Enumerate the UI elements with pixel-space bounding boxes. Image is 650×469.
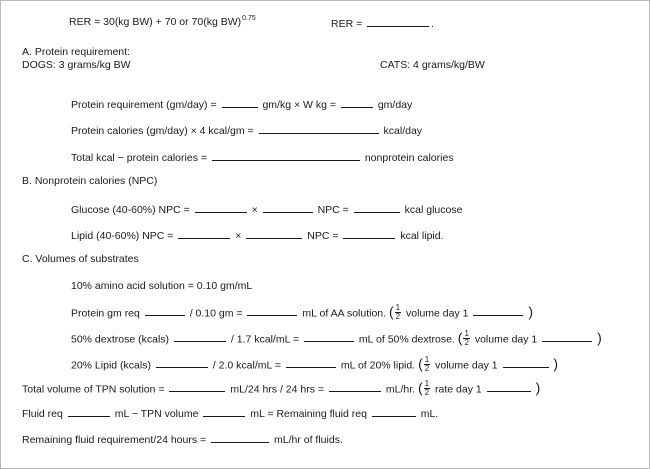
dextrose-ml-blank[interactable]	[304, 331, 354, 342]
protein-calories-line	[71, 123, 422, 138]
protein-heading: A. Protein requirement:	[22, 46, 130, 58]
aa-ml-blank[interactable]	[247, 305, 297, 316]
tpn-day1-blank[interactable]	[487, 381, 531, 392]
tpn-close-paren: )	[535, 379, 541, 396]
amino-acid-concentration: 10% amino acid solution = 0.10 gm/mL	[71, 280, 253, 292]
protein-cal-label: Protein calories (gm/day) × 4 kcal/gm =	[71, 125, 254, 137]
fluid-label: Fluid req	[22, 408, 63, 420]
nonprotein-blank[interactable]	[212, 150, 360, 161]
lipid-unit: kcal lipid.	[400, 230, 444, 242]
aa-half-volume-label: volume day 1	[406, 307, 469, 320]
total-kcal-unit: nonprotein calories	[364, 152, 454, 164]
aa-result: mL of AA solution.	[302, 307, 387, 320]
lipid-kcal-blank[interactable]	[156, 357, 208, 368]
half-fraction-aa	[395, 304, 401, 321]
protein-gm-label: Protein gm req	[71, 307, 140, 320]
tpn-half-rate-label: rate day 1	[435, 383, 482, 396]
protein-cal-blank[interactable]	[259, 123, 379, 134]
fluid-requirement-line	[22, 406, 438, 421]
rer-result-label: RER =	[331, 18, 363, 30]
lipid-div: / 2.0 kcal/mL =	[212, 359, 281, 372]
protein-cal-unit: kcal/day	[383, 125, 423, 137]
aa-day1-blank[interactable]	[473, 305, 523, 316]
lipid-npc-line	[71, 228, 444, 243]
tpn-unit: mL/hr.	[385, 383, 416, 396]
remaining-rate-blank[interactable]	[211, 432, 269, 443]
dextrose-day1-blank[interactable]	[542, 331, 592, 342]
cats-protein: CATS: 4 grams/kg/BW	[380, 59, 485, 71]
protein-requirement-line	[71, 97, 412, 112]
rer-result-blank[interactable]	[367, 16, 429, 27]
glucose-unit: kcal glucose	[404, 204, 463, 216]
lipid-times: ×	[235, 230, 242, 242]
lipid-npc-eq: NPC =	[307, 230, 339, 242]
substrates-heading: C. Volumes of substrates	[22, 253, 139, 265]
dogs-protein: DOGS: 3 grams/kg BW	[22, 59, 131, 71]
glucose-result-blank[interactable]	[354, 202, 400, 213]
remaining-label: Remaining fluid requirement/24 hours =	[22, 434, 207, 446]
fluid-req-blank[interactable]	[68, 406, 110, 417]
fluid-eq: mL = Remaining fluid req	[250, 408, 367, 420]
rer-exponent: 0.75	[242, 15, 256, 22]
nonprotein-calories-line	[71, 150, 454, 165]
rer-result-line	[331, 16, 434, 31]
aa-close-paren: )	[528, 303, 533, 320]
dextrose-result: mL of 50% dextrose.	[358, 333, 455, 346]
remaining-fluid-line	[22, 432, 343, 447]
fraction-numerator: 1	[464, 329, 469, 338]
rer-formula: RER = 30(kg BW) + 70 or 70(kg BW)	[69, 16, 242, 28]
npc-heading: B. Nonprotein calories (NPC)	[22, 175, 158, 187]
glucose-label: Glucose (40-60%) NPC =	[71, 204, 190, 216]
total-kcal-label: Total kcal − protein calories =	[71, 152, 207, 164]
dextrose-kcal-blank[interactable]	[174, 331, 226, 342]
tpn-rate-blank[interactable]	[329, 381, 381, 392]
lipid-label: Lipid (40-60%) NPC =	[71, 230, 174, 242]
half-fraction-lipid	[424, 356, 430, 373]
half-fraction-tpn	[424, 380, 430, 397]
glucose-percent-blank[interactable]	[263, 202, 313, 213]
lipid-close-paren: )	[553, 355, 559, 372]
half-fraction-dextrose	[463, 330, 469, 347]
lipid-percent-blank[interactable]	[246, 228, 302, 239]
rer-formula-line	[69, 16, 256, 30]
protein-gmkg-blank[interactable]	[222, 97, 258, 108]
lipid-npc-blank[interactable]	[178, 228, 230, 239]
protein-req-label: Protein requirement (gm/day) =	[71, 99, 217, 111]
protein-req-unit2: gm/day	[377, 99, 413, 111]
fluid-minus: mL − TPN volume	[114, 408, 199, 420]
tpn-open-paren: (	[417, 379, 423, 396]
remaining-fluid-blank[interactable]	[372, 406, 416, 417]
fraction-numerator: 1	[424, 379, 430, 388]
aa-solution-line	[71, 305, 533, 322]
fraction-numerator: 1	[424, 355, 430, 364]
lipid-open-paren: (	[418, 355, 423, 372]
lipid-ml-blank[interactable]	[286, 357, 336, 368]
remaining-unit: mL/hr of fluids.	[274, 434, 343, 446]
tpn-volume-fluid-blank[interactable]	[203, 406, 245, 417]
tpn-label: Total volume of TPN solution =	[22, 383, 165, 396]
glucose-npc-eq: NPC =	[317, 204, 349, 216]
lipid-result-blank[interactable]	[343, 228, 395, 239]
dextrose-line	[71, 331, 602, 348]
dextrose-close-paren: )	[597, 329, 602, 346]
protein-div: / 0.10 gm =	[189, 307, 243, 320]
aa-open-paren: (	[388, 303, 394, 320]
glucose-npc-blank[interactable]	[195, 202, 247, 213]
lipid-result: mL of 20% lipid.	[340, 359, 416, 372]
dextrose-open-paren: (	[457, 329, 463, 346]
lipid-volume-line	[71, 357, 558, 374]
lipid-day1-blank[interactable]	[503, 357, 549, 368]
protein-gm-blank[interactable]	[145, 305, 185, 316]
tpn-total-line	[22, 381, 540, 398]
lipid-half-volume-label: volume day 1	[435, 359, 498, 372]
fraction-denominator: 2	[424, 388, 430, 397]
protein-req-unit1: gm/kg × W kg =	[262, 99, 336, 111]
dextrose-label: 50% dextrose (kcals)	[71, 333, 170, 346]
glucose-times: ×	[251, 204, 258, 216]
rer-result-end: .	[431, 18, 435, 30]
protein-gmday-blank[interactable]	[341, 97, 373, 108]
tpn-mid: mL/24 hrs / 24 hrs =	[230, 383, 325, 396]
fraction-numerator: 1	[395, 303, 401, 312]
dextrose-half-volume-label: volume day 1	[474, 333, 538, 346]
fluid-end: mL.	[420, 408, 439, 420]
dextrose-div: / 1.7 kcal/mL =	[230, 333, 300, 346]
fraction-denominator: 2	[464, 338, 469, 347]
fraction-denominator: 2	[395, 312, 401, 321]
tpn-volume-blank[interactable]	[169, 381, 225, 392]
lipid-vol-label: 20% Lipid (kcals)	[71, 359, 151, 372]
fraction-denominator: 2	[424, 364, 430, 373]
glucose-npc-line	[71, 202, 462, 217]
